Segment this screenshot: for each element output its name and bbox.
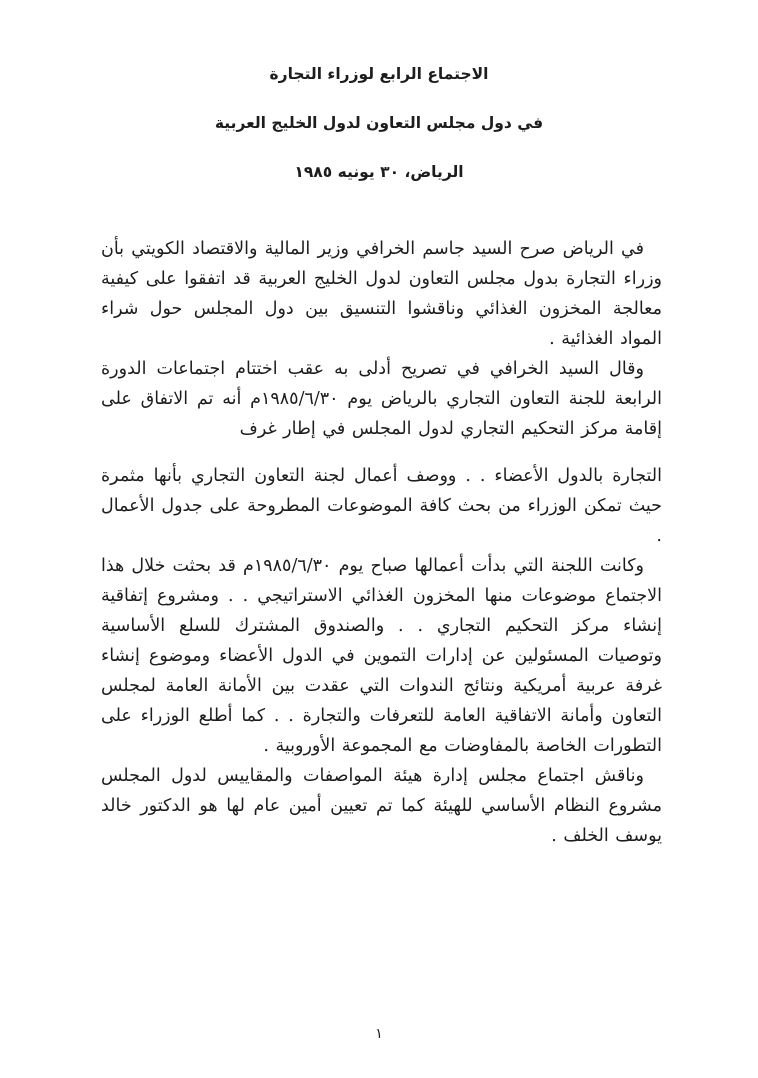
paragraph-kharafi-statement: وقال السيد الخرافي في تصريح أدلى به عقب اختتام اجتماعات الدورة الرابعة للجنة التعاون التجاري بالرياض يوم ١٩٨٥/٦/٣٠م أنه تم الاتفاق على إقامة مركز التحكيم التجاري لدول المجلس في إطار غرف	[101, 359, 662, 439]
paragraph-committee-topics: وكانت اللجنة التي بدأت أعمالها صباح يوم ١٩٨٥/٦/٣٠م قد بحثت خلال هذا الاجتماع موضوعات منها المخزون الغذائي الاستراتيجي . . ومشروع إتفاقية إنشاء مركز التحكيم التجاري . . والصندوق المشترك للسلع الأساسية وتوصيات المسئولين عن إدارات التموين في الدول الأعضاء وموضوع إنشاء غرفة عربية أمريكية ونتائج الندوات التي عقدت بين الأمانة العامة لمجلس التعاون وأمانة الاتفاقية العامة للتعرفات والتجارة . . كما أطلع الوزراء على التطورات الخاصة بالمفاوضات مع المجموعة الأوروبية .	[101, 556, 662, 756]
page-number: ١	[375, 1026, 383, 1042]
paragraph-trade-chambers: التجارة بالدول الأعضاء . . ووصف أعمال لجنة التعاون التجاري بأنها مثمرة حيث تمكن الوزراء من بحث كافة الموضوعات المطروحة على جدول الأعمال .	[101, 466, 662, 546]
title-line-meeting: الاجتماع الرابع لوزراء التجارة	[269, 64, 489, 83]
title-line-date: الرياض، ٣٠ يونيه ١٩٨٥	[294, 162, 464, 181]
document-header	[0, 64, 758, 211]
paragraph-standards-board: وناقش اجتماع مجلس إدارة هيئة المواصفات والمقاييس لدول المجلس مشروع النظام الأساسي للهيئة كما تم تعيين أمين عام لها هو الدكتور خالد يوسف الخلف .	[101, 766, 662, 846]
document-body	[101, 234, 662, 851]
page-footer	[0, 1023, 758, 1042]
title-line-council: في دول مجلس التعاون لدول الخليج العربية	[214, 113, 544, 132]
paragraph-statement-riyadh: في الرياض صرح السيد جاسم الخرافي وزير المالية والاقتصاد الكويتي بأن وزراء التجارة بدول مجلس التعاون لدول الخليج العربية قد اتفقوا على كيفية معالجة المخزون الغذائي وناقشوا التنسيق بين دول المجلس حول شراء المواد الغذائية .	[101, 239, 662, 349]
